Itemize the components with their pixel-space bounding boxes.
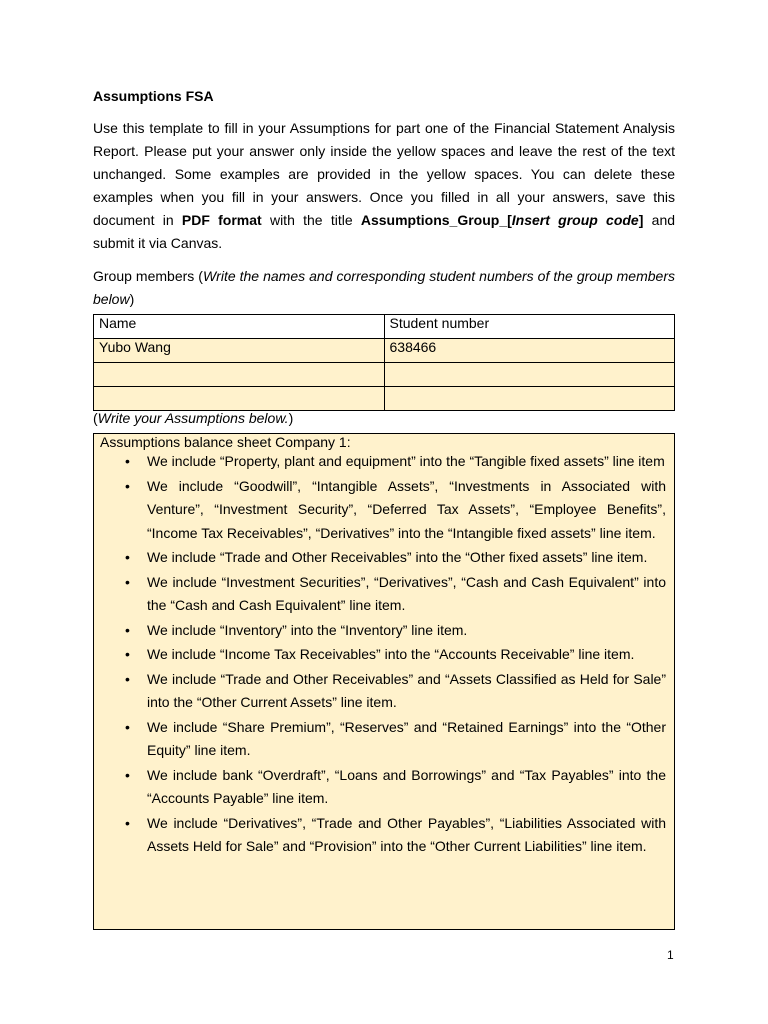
table-header-row [94,315,675,339]
assumption-text: We include “Share Premium”, “Reserves” and “Retained Earnings” into the “Other Equity” line item. [147,718,666,758]
assumption-text: We include “Income Tax Receivables” into the “Accounts Receivable” line item. [147,646,635,662]
assumption-text: We include “Investment Securities”, “Derivatives”, “Cash and Cash Equivalent” into the “Cash and Cash Equivalent” line item. [147,573,666,613]
assumption-text: We include “Property, plant and equipment” into the “Tangible fixed assets” line item [147,453,665,469]
assumption-item [125,764,666,811]
assumption-item [125,571,666,618]
assumption-item [125,475,666,546]
text: Group members ( [93,268,203,284]
group-members-label [93,265,675,311]
assumption-text: We include “Inventory” into the “Inventory” line item. [147,621,468,638]
assumption-item [125,643,666,667]
assumption-text: We include “Derivatives”, “Trade and Other Payables”, “Liabilities Associated with Assets Held for Sale” and “Provision” into the “Other Current Liabilities” line item. [147,814,666,854]
name-cell[interactable]: Yubo Wang [94,339,385,363]
assumptions-note [93,410,293,426]
group-code-placeholder: Insert group code [511,212,639,228]
assumptions-heading: Assumptions balance sheet Company 1: [100,434,351,450]
bullet-icon: • [125,453,130,469]
assumption-item [125,450,666,474]
bullet-icon: • [125,814,130,831]
group-members-table [93,314,675,411]
intro-paragraph [93,117,675,255]
assumption-item [125,716,666,763]
intro-text: and submit it via Canvas. [93,212,676,251]
intro-text: with the title [261,212,361,228]
assumption-text: We include bank “Overdraft”, “Loans and Borrowings” and “Tax Payables” into the “Accounts Payable” line item. [147,766,666,806]
document-title: Assumptions FSA [93,88,214,104]
bullet-icon: • [125,621,130,638]
file-title-suffix: ] [638,212,644,228]
text: ) [288,410,294,426]
bullet-icon: • [125,766,130,783]
student-number-cell[interactable] [384,387,675,411]
header-name: Name [94,315,385,339]
assumptions-box[interactable] [93,433,675,930]
student-number-cell[interactable]: 638466 [384,339,675,363]
text: ( [93,410,98,426]
assumption-text: We include “Trade and Other Receivables” into the “Other fixed assets” line item. [147,549,648,565]
table-row [94,363,675,387]
note-italic: Write your Assumptions below. [97,410,289,426]
table-row [94,339,675,363]
assumption-item [125,668,666,715]
assumption-text: We include “Goodwill”, “Intangible Assets”, “Investments in Associated with Venture”, “Investment Security”, “Deferred Tax Assets”, “Employee Benefits”, “Income Tax Receivables”, “Derivatives” into the “Intangible fixed assets” line item. [147,477,666,541]
intro-text: Use this template to fill in your Assumptions for part one of the Financial Statement Analysis Report. Please put your answer only inside the yellow spaces and leave the rest of the text unchanged. Some examples are provided in the yellow spaces. You can delete these examples when you fill in your answers. Once you filled in all your answers, save this document in [93,120,675,228]
pdf-format-bold: PDF format [181,212,262,228]
page-number: 1 [667,948,674,962]
file-title-prefix: Assumptions_Group_[ [360,212,512,228]
bullet-icon: • [125,670,130,687]
assumptions-list [94,450,674,859]
assumption-item [125,619,666,643]
name-cell[interactable] [94,387,385,411]
bullet-icon: • [125,573,130,590]
members-instruction: Write the names and corresponding student numbers of the group members below [93,268,675,307]
bullet-icon: • [125,718,130,735]
bullet-icon: • [125,477,130,494]
name-cell[interactable] [94,363,385,387]
bullet-icon: • [125,646,130,662]
student-number-cell[interactable] [384,363,675,387]
header-student-number: Student number [384,315,675,339]
assumption-item [125,812,666,859]
assumption-text: We include “Trade and Other Receivables” and “Assets Classified as Held for Sale” into the “Other Current Assets” line item. [147,670,666,710]
assumption-item [125,546,666,570]
table-row [94,387,675,411]
file-title-bold [361,212,644,228]
text: ) [129,291,135,307]
bullet-icon: • [125,549,130,565]
